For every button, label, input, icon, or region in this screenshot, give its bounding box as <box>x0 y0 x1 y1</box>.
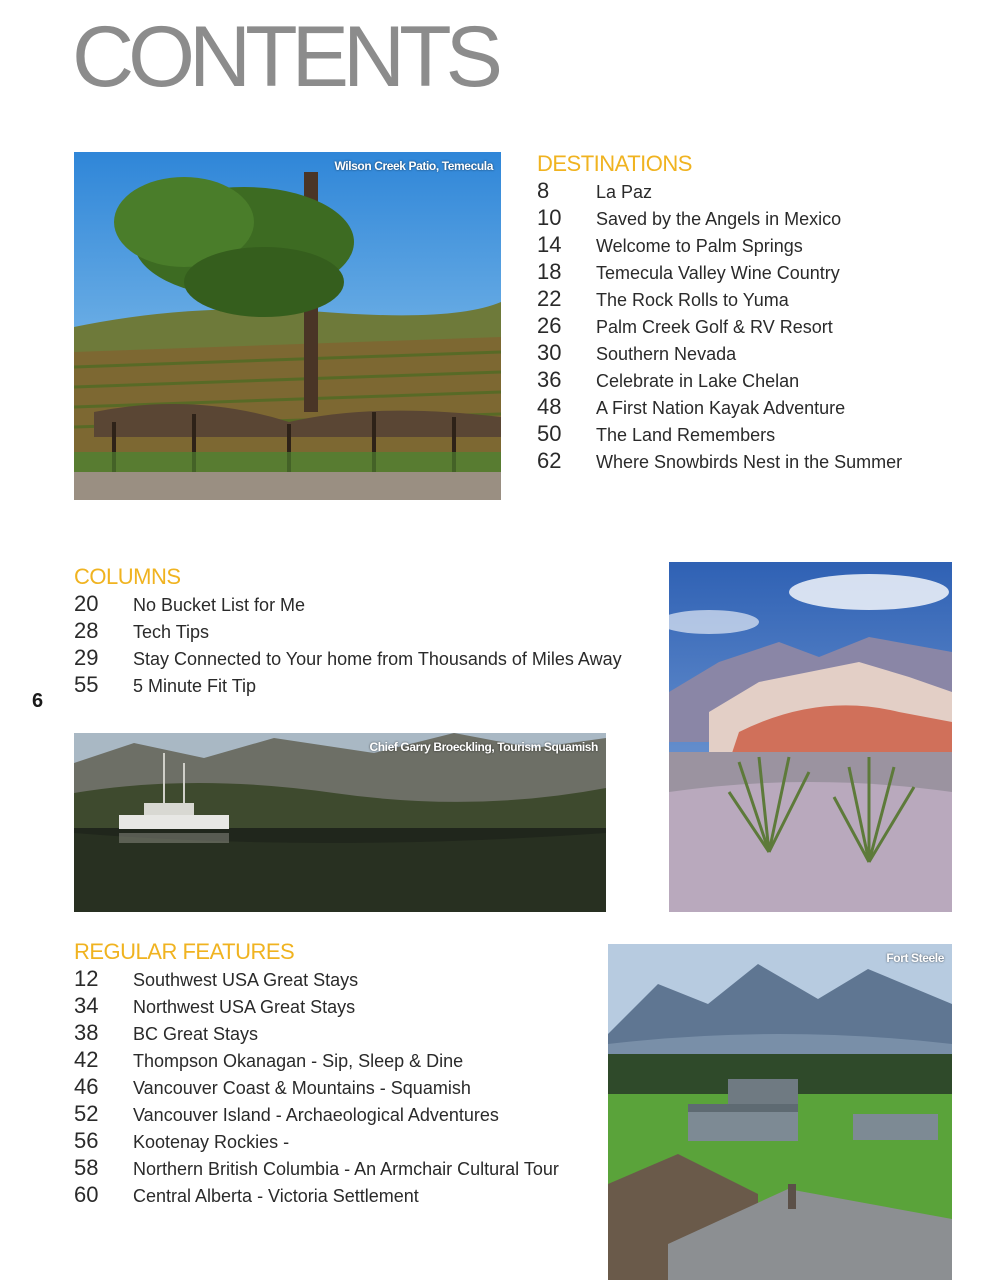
fort-image <box>608 944 952 1280</box>
toc-entry <box>537 285 902 312</box>
toc-entry <box>537 393 902 420</box>
toc-page-number: 38 <box>74 1020 99 1045</box>
toc-title: The Rock Rolls to Yuma <box>596 290 789 310</box>
toc-page-number: 8 <box>537 178 550 203</box>
toc-entry <box>74 644 622 671</box>
destinations-section <box>537 153 902 474</box>
toc-page-number: 28 <box>74 618 99 643</box>
destinations-list <box>537 177 902 474</box>
columns-list <box>74 590 622 698</box>
toc-title: Kootenay Rockies - <box>133 1132 290 1152</box>
winery-photo-caption: Wilson Creek Patio, Temecula <box>334 159 493 173</box>
toc-title: 5 Minute Fit Tip <box>133 676 257 696</box>
toc-page-number: 20 <box>74 591 99 616</box>
desert-photo <box>669 562 952 912</box>
toc-title: Vancouver Coast & Mountains - Squamish <box>133 1078 471 1098</box>
toc-title: Vancouver Island - Archaeological Adventures <box>133 1105 499 1125</box>
toc-page-number: 34 <box>74 993 99 1018</box>
toc-title: Celebrate in Lake Chelan <box>596 371 800 391</box>
toc-entry <box>537 231 902 258</box>
toc-entry <box>74 1100 559 1127</box>
toc-entry <box>74 1019 559 1046</box>
toc-entry <box>74 590 622 617</box>
toc-page-number: 60 <box>74 1182 99 1207</box>
toc-title: The Land Remembers <box>596 425 776 445</box>
toc-entry <box>74 1181 559 1208</box>
toc-title: Tech Tips <box>133 622 210 642</box>
toc-page-number: 10 <box>537 205 562 230</box>
toc-title: Welcome to Palm Springs <box>596 236 803 256</box>
regular-features-list <box>74 965 559 1208</box>
toc-page-number: 42 <box>74 1047 99 1072</box>
toc-entry <box>74 1154 559 1181</box>
toc-title: Stay Connected to Your home from Thousands of Miles Away <box>133 649 622 669</box>
toc-entry <box>537 204 902 231</box>
desert-image <box>669 562 952 912</box>
toc-page-number: 58 <box>74 1155 99 1180</box>
harbour-image <box>74 733 606 912</box>
toc-entry <box>74 1127 559 1154</box>
toc-page-number: 56 <box>74 1128 99 1153</box>
page-number: 6 <box>32 690 44 712</box>
toc-title: Thompson Okanagan - Sip, Sleep & Dine <box>133 1051 464 1071</box>
toc-title: No Bucket List for Me <box>133 595 306 615</box>
columns-heading: COLUMNS <box>74 564 181 589</box>
toc-entry <box>537 339 902 366</box>
toc-entry <box>537 177 902 204</box>
toc-page-number: 48 <box>537 394 562 419</box>
toc-page-number: 46 <box>74 1074 99 1099</box>
toc-title: Northwest USA Great Stays <box>133 997 356 1017</box>
toc-title: Saved by the Angels in Mexico <box>596 209 842 229</box>
winery-patio-photo <box>74 152 501 500</box>
toc-entry <box>74 617 622 644</box>
toc-page-number: 18 <box>537 259 562 284</box>
toc-page-number: 26 <box>537 313 562 338</box>
page-title: CONTENTS <box>72 9 497 105</box>
toc-entry <box>537 258 902 285</box>
toc-page-number: 50 <box>537 421 562 446</box>
destinations-heading: DESTINATIONS <box>537 151 692 176</box>
toc-entry <box>74 1046 559 1073</box>
toc-entry <box>74 1073 559 1100</box>
winery-patio-image <box>74 152 501 500</box>
toc-title: BC Great Stays <box>133 1024 259 1044</box>
toc-page-number: 22 <box>537 286 562 311</box>
toc-page-number: 62 <box>537 448 562 473</box>
harbour-photo <box>74 733 606 912</box>
columns-section <box>74 566 622 698</box>
toc-entry <box>74 671 622 698</box>
toc-page-number: 12 <box>74 966 99 991</box>
toc-page-number: 52 <box>74 1101 99 1126</box>
toc-page-number: 55 <box>74 672 99 697</box>
toc-title: Southwest USA Great Stays <box>133 970 359 990</box>
regular-features-section <box>74 941 559 1208</box>
toc-page-number: 30 <box>537 340 562 365</box>
harbour-photo-caption: Chief Garry Broeckling, Tourism Squamish <box>369 740 598 754</box>
toc-entry <box>537 312 902 339</box>
toc-entry <box>537 447 902 474</box>
toc-page-number: 36 <box>537 367 562 392</box>
toc-page-number: 29 <box>74 645 99 670</box>
toc-title: Northern British Columbia - An Armchair Cultural Tour <box>133 1159 559 1179</box>
toc-entry <box>74 965 559 992</box>
toc-entry <box>74 992 559 1019</box>
toc-title: A First Nation Kayak Adventure <box>596 398 846 418</box>
toc-entry <box>537 420 902 447</box>
toc-title: Palm Creek Golf & RV Resort <box>596 317 833 337</box>
toc-title: Central Alberta - Victoria Settlement <box>133 1186 419 1206</box>
toc-page-number: 14 <box>537 232 562 257</box>
toc-entry <box>537 366 902 393</box>
toc-title: Where Snowbirds Nest in the Summer <box>596 452 903 472</box>
toc-title: Temecula Valley Wine Country <box>596 263 840 283</box>
toc-title: Southern Nevada <box>596 344 737 364</box>
toc-title: La Paz <box>596 182 653 202</box>
fort-photo <box>608 944 952 1280</box>
fort-photo-caption: Fort Steele <box>886 951 944 965</box>
regular-features-heading: REGULAR FEATURES <box>74 939 295 964</box>
